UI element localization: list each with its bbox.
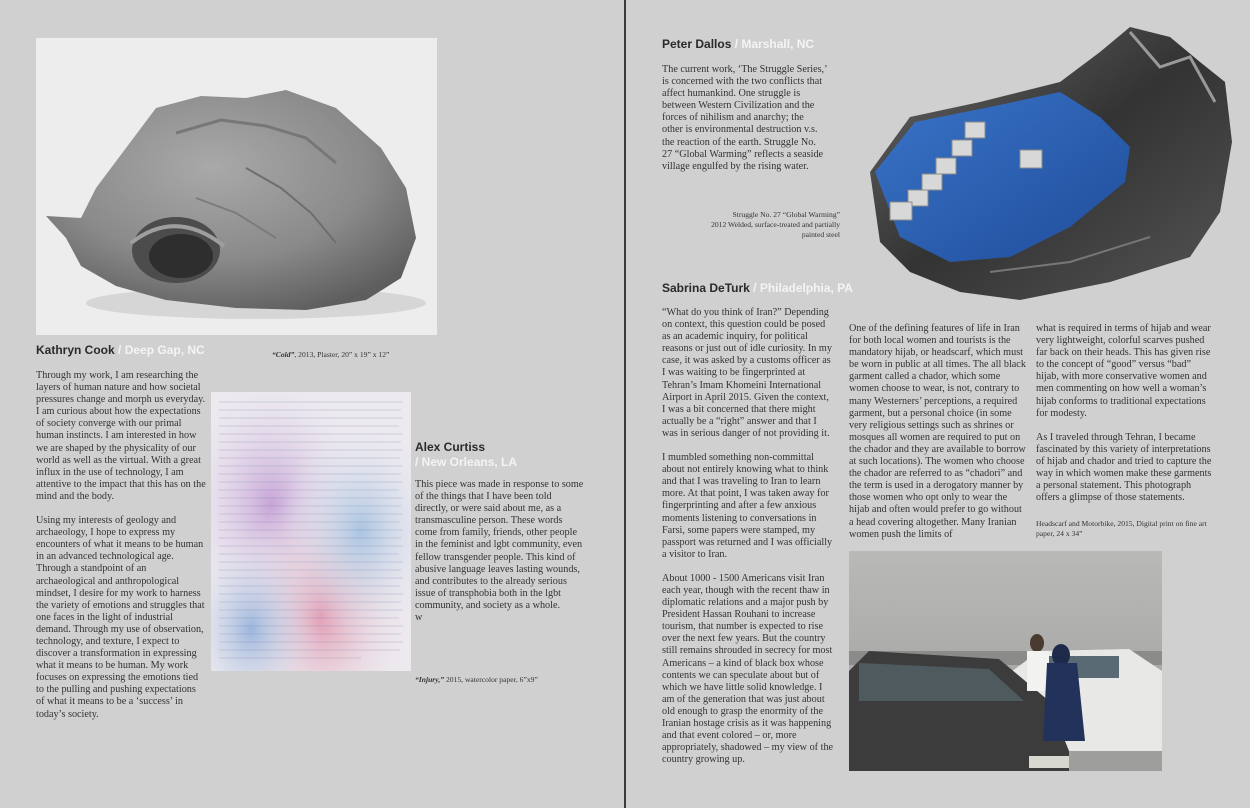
sabrina-column-1 <box>662 307 834 778</box>
artist-name: Alex Curtiss <box>415 440 486 454</box>
paragraph: About 1000 - 1500 Americans visit Iran each year, though with the recent thaw in diplomatic relations and a major push by President Hassan Rouhani to increase tourism, that number is expected to rise over the next few years. But the country still remains shrouded in secrecy for most Americans – a kind of black box whose contents we can speculate about but of which we have little solid knowledge. I am of the generation that was just about old enough to grasp the enormity of the Iranian hostage crisis as it was happening and that event colored – or, more appropriately, shadowed – my view of the country growing up. <box>662 572 834 766</box>
paragraph: This piece was made in response to some of the things that I have been told directly, or were said about me, as a transmasculine person. These words come from family, friends, other people in the feminist and lgbt community, even fellow transgender people. This kind of abusive language leaves lasting wounds, and contributes to the already serious issue of transphobia both in the lgbt community, and society as a whole. <box>415 479 584 611</box>
sabrina-column-3 <box>1036 323 1216 516</box>
caption-line: painted steel <box>801 230 840 239</box>
caption-details: 2015, watercolor paper, 6”x9” <box>444 675 538 684</box>
sabrina-column-2 <box>849 323 1027 553</box>
struggle-caption <box>650 210 840 240</box>
paragraph: The current work, ‘The Struggle Series,’ is concerned with the two conflicts that affect humankind. One struggle is between Western Civilization and the forces of nihilism and anarchy; the other is environmental destruction v.s. the reaction of the earth. Struggle No. 27 “Global Warming” reflects a seaside village engulfed by the rising water. <box>662 64 827 172</box>
headscarf-motorbike-photo <box>849 551 1162 771</box>
page-spine <box>624 0 626 808</box>
caption-line: 2012 Welded, surface-treated and partially <box>711 220 840 229</box>
struggle-sculpture-image <box>870 22 1234 302</box>
artist-location: Marshall, NC <box>741 37 815 51</box>
paragraph: Using my interests of geology and archaeology, I hope to express my encounters of what it means to be human in an advanced technological age. Through a standpoint of an archaeological and anthropological mindset, I desire for my work to harness the variety of emotions and struggles that one faces in the light of industrial demand. Through my use of observation, technology, and texture, I expect to discover a transformation in expressing what it means to be human. My work focuses on expressing the emotions tied to the pulling and pushing expectations of what it means to be a ‘success’ in today’s society. <box>36 515 205 720</box>
artist-name: Kathryn Cook <box>36 343 115 357</box>
artist-name: Peter Dallos <box>662 37 732 51</box>
artist-name: Sabrina DeTurk <box>662 281 750 295</box>
paragraph: As I traveled through Tehran, I became fascinated by this variety of interpretations of hijab and chador and tried to capture the way in which women make these garments a personal statement. This photograph offers a glimpse of those statements. <box>1036 431 1212 504</box>
artist-location: / New Orleans, LA <box>415 455 518 469</box>
artist-header-peter: Peter Dallos / Marshall, NC <box>662 37 815 51</box>
caption-title: “Cold” <box>272 350 295 359</box>
caption-line: Struggle No. 27 “Global Warming” <box>732 210 840 219</box>
artist-location: Philadelphia, PA <box>759 281 853 295</box>
caption-text: Headscarf and Motorbike, 2015, Digital print on fine art paper, 24 x 34” <box>1036 519 1207 538</box>
kathryn-statement <box>36 370 206 733</box>
paragraph: Through my work, I am researching the layers of human nature and how societal pressures change and morph us everyday. I am curious about how the expectations of society converge with our primal human instincts. I am interested in how we are shaped by the physicality of our world as well as the virtual. With a great influx in the use of technology, I am attentive to the impact that this has on the mind and the body. <box>36 370 206 502</box>
paragraph: what is required in terms of hijab and wear very lightweight, colorful scarves pushed far back on their heads. This has given rise to the concept of “good” versus “bad” hijab, with more conservative women and men commenting on how well a woman’s hijab conforms to traditional expectations for modesty. <box>1036 323 1211 419</box>
alex-statement <box>415 479 585 624</box>
cold-caption <box>272 350 389 360</box>
artist-header-kathryn: Kathryn Cook / Deep Gap, NC <box>36 343 205 357</box>
injury-caption <box>415 675 538 685</box>
caption-details: , 2013, Plaster, 20” x 19” x 12” <box>294 350 390 359</box>
artist-location: Deep Gap, NC <box>124 343 205 357</box>
stray-character: w <box>415 612 423 624</box>
artist-header-sabrina: Sabrina DeTurk / Philadelphia, PA <box>662 281 853 295</box>
peter-statement <box>662 64 827 173</box>
cold-sculpture-image <box>36 38 437 335</box>
headscarf-caption <box>1036 519 1216 539</box>
paragraph: I mumbled something non-committal about not entirely knowing what to think and that I was traveling to Iran to learn more. At that point, I was taken away for fingerprinting and after a few anxious moments listening to conversations in Farsi, some papers were stamped, my passport was returned and I was officially a visitor to Iran. <box>662 452 833 560</box>
paragraph: One of the defining features of life in Iran for both local women and tourists is the mandatory hijab, or headscarf, which must be worn in public at all times. The all black garment called a chador, which some women choose to wear, is not, contrary to many Westerners’ perceptions, a required garment, but a personal choice (in some very religious settings such as shrines or mosques all women are required to put on the chador and they are available to borrow at such locations). The women who choose the chador are referred to as “chadori” and the term is used in a derogatory manner by those women who opt only to wear the hijab and often would prefer to go without a head covering altogether. Many Iranian women push the limits of <box>849 323 1026 540</box>
artist-header-alex <box>415 440 517 470</box>
paragraph: “What do you think of Iran?” Depending on context, this question could be posed as an academic inquiry, for political reasons or just out of idle curiosity. In my case, it was asked by a customs officer as I was waiting to be fingerprinted at Tehran’s Imam Khomeini International Airport in April 2015. Given the context, I was a bit concerned that there might actually be a “right” answer and that I was in serious danger of not providing it. <box>662 307 832 439</box>
caption-title: “Injury,” <box>415 675 445 684</box>
injury-watercolor-image <box>211 392 411 671</box>
